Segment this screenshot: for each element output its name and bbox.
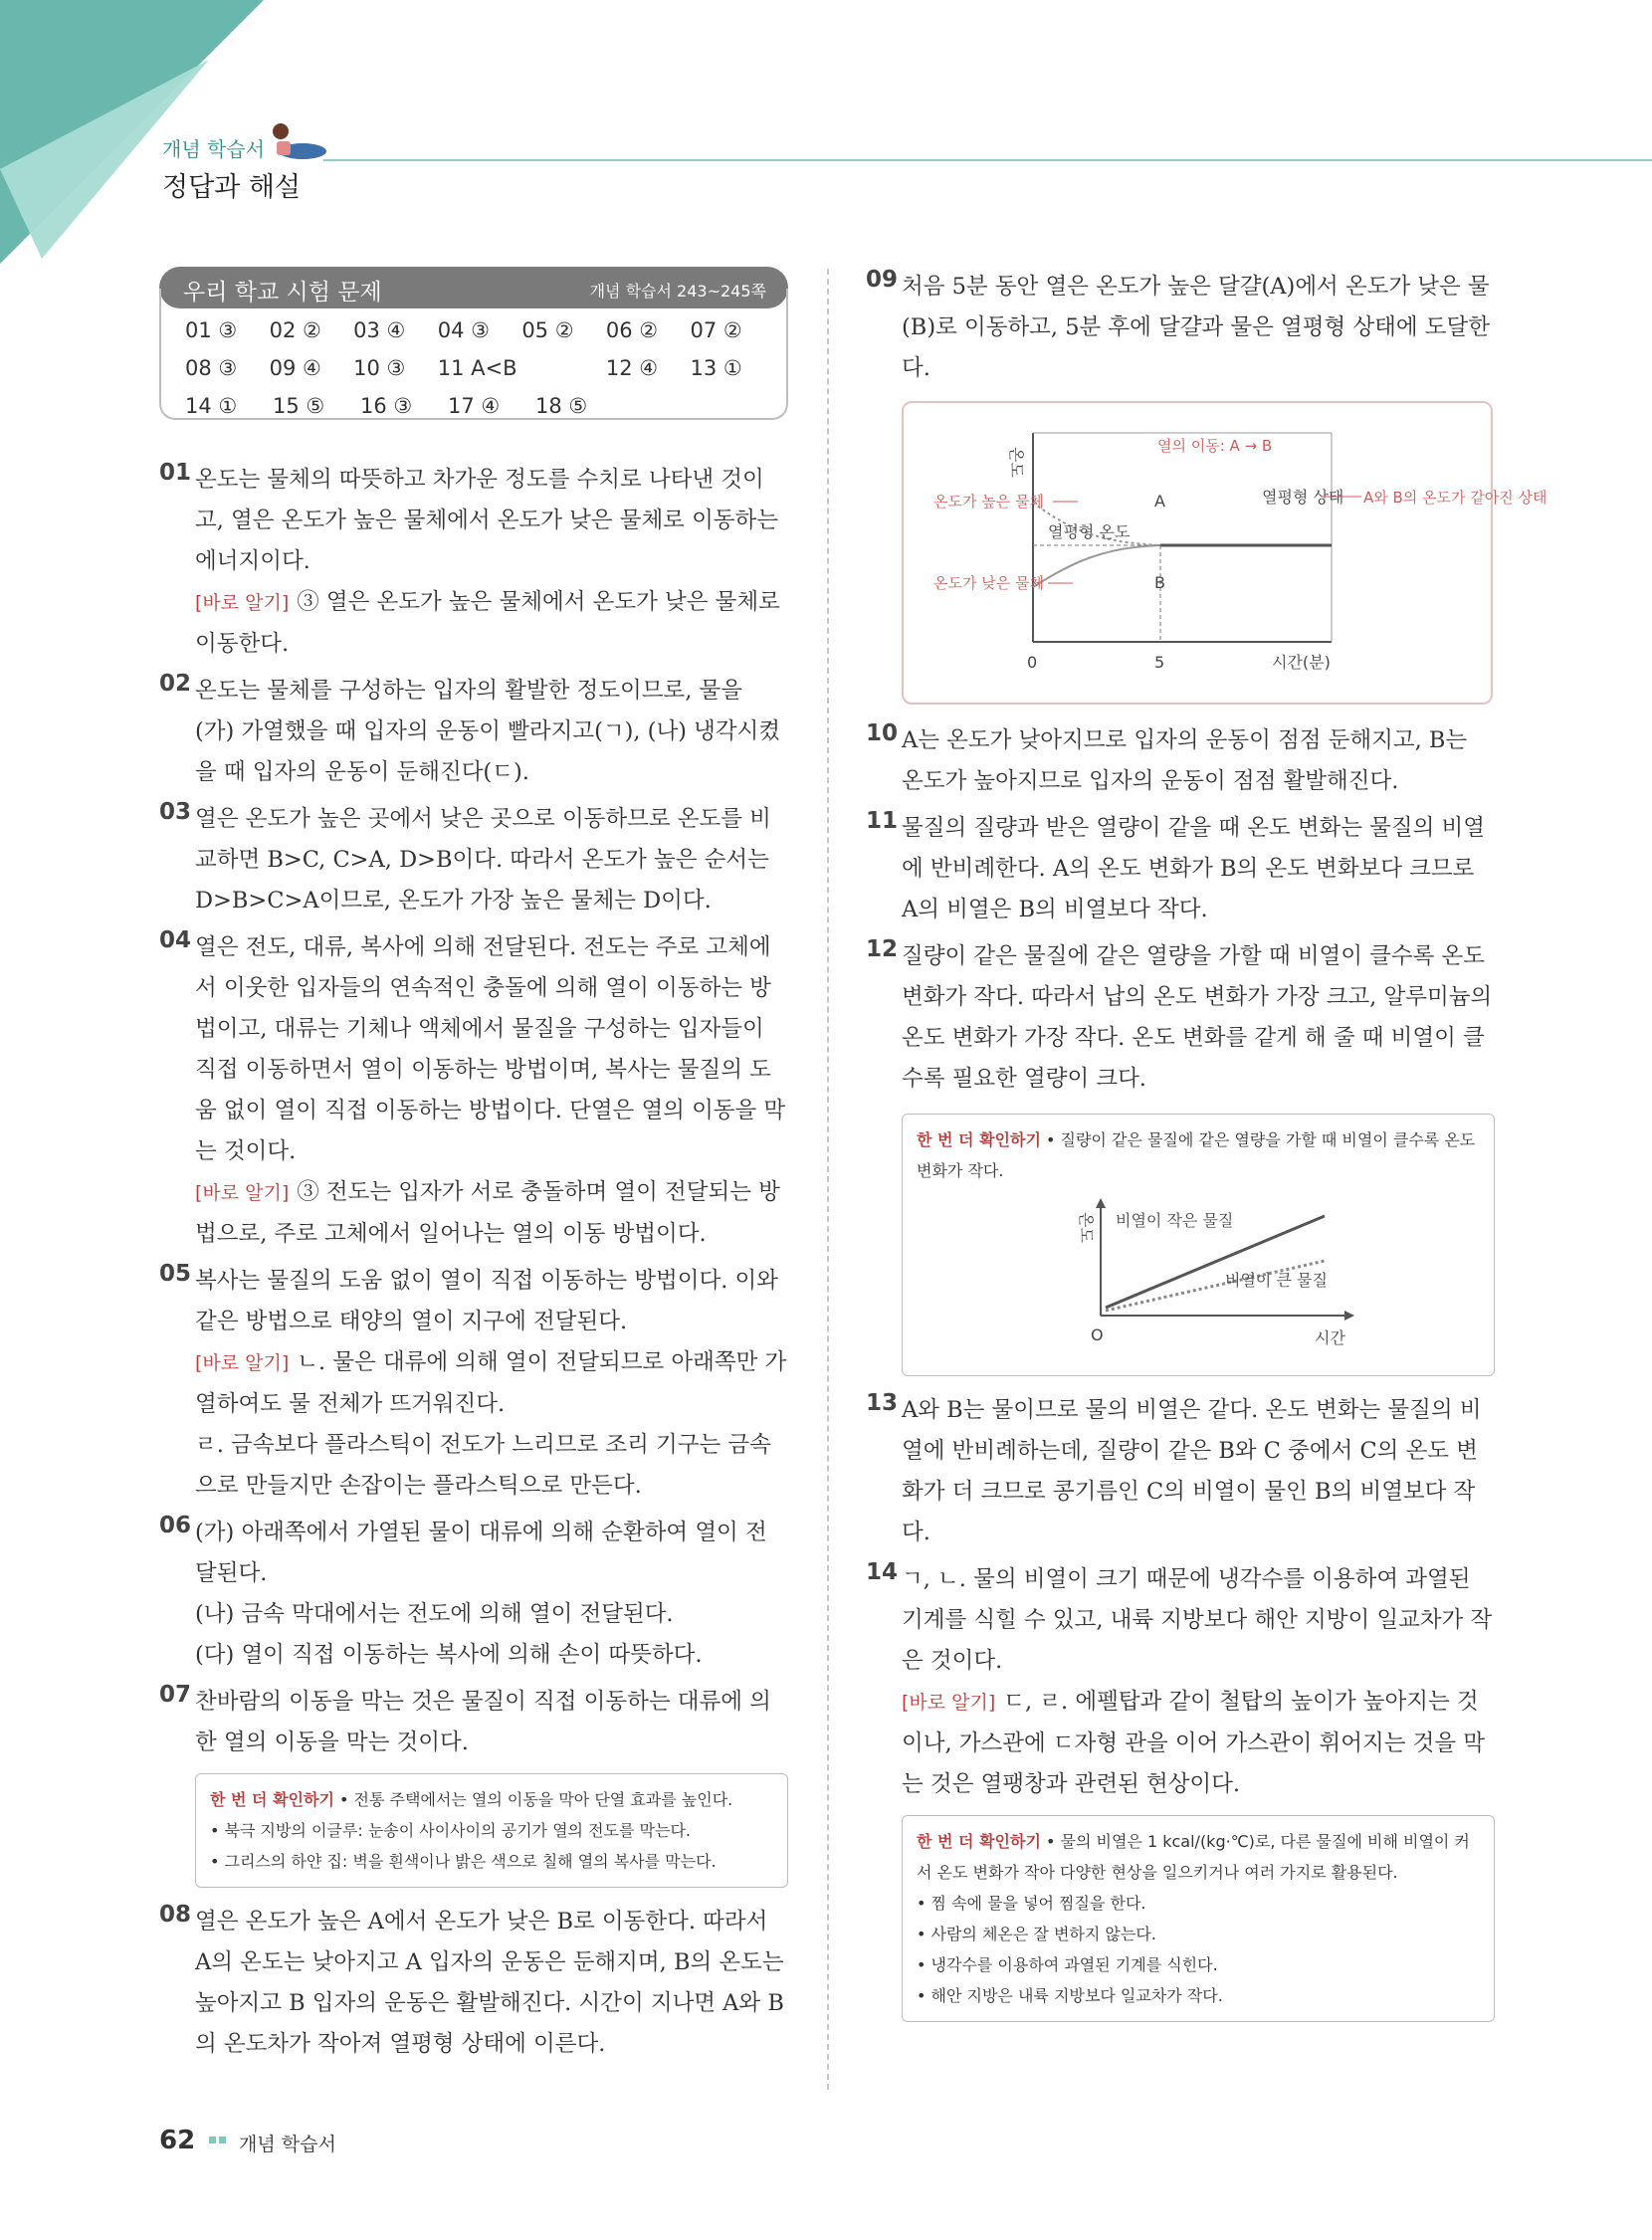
label-b: B	[1154, 573, 1165, 592]
footer-label: 개념 학습서	[239, 2134, 336, 2155]
explanation-text: 질량이 같은 물질에 같은 열량을 가할 때 비열이 클수록 온도 변화가 작다. 따라서 납의 온도 변화가 가장 크고, 알루미늄의 온도 변화가 가장 작다. 온도 변화를 같게 해 줄 때 비열이 클수록 필요한 열량이 크다.	[902, 943, 1493, 1092]
correction-text: ㄹ. 금속보다 플라스틱이 전도가 느리므로 조리 기구는 금속으로 만들지만 손잡이는 플라스틱으로 만든다.	[195, 1432, 771, 1499]
explanation-text: 처음 5분 동안 열은 온도가 높은 달걀(A)에서 온도가 낮은 물(B)로 이동하고, 5분 후에 달걀과 물은 열평형 상태에 도달한다.	[902, 274, 1490, 381]
answer-item: 02 ②	[269, 318, 321, 342]
answer-row	[185, 394, 774, 432]
explanation-11	[866, 808, 1495, 930]
answer-item: 05 ②	[521, 318, 574, 342]
explanation-14	[866, 1559, 1495, 2022]
y-axis-label: 온도	[1007, 447, 1026, 478]
explanation-text: (가) 아래쪽에서 가열된 물이 대류에 의해 순환하여 열이 전달된다.	[195, 1520, 767, 1586]
origin-label: O	[1091, 1325, 1104, 1344]
right-column	[866, 267, 1548, 2028]
label-eq-state: 열평형 상태	[1262, 488, 1344, 507]
answer-item: 07 ②	[690, 318, 742, 342]
specific-heat-graph	[917, 1186, 1474, 1355]
explanation-text: 온도는 물체를 구성하는 입자의 활발한 정도이므로, 물을 (가) 가열했을 때 입자의 운동이 빨라지고(ㄱ), (나) 냉각시켰을 때 입자의 운동이 둔해진다(ㄷ).	[195, 678, 781, 785]
correction-label: [바로 알기]	[195, 1352, 290, 1374]
check-again-box	[902, 1114, 1495, 1376]
footer-bullet	[209, 2137, 216, 2143]
x-tick-5: 5	[1154, 653, 1165, 672]
question-number: 05	[159, 1261, 192, 1287]
answer-key-pages: 개념 학습서 243~245쪽	[589, 282, 766, 301]
answer-key	[159, 289, 788, 420]
question-number: 12	[866, 936, 899, 962]
graph-title: 열의 이동: A → B	[1157, 437, 1273, 455]
answer-item: 09 ④	[269, 356, 321, 380]
label-small-specific-heat: 비열이 작은 물질	[1116, 1211, 1234, 1230]
answer-item: 01 ③	[185, 318, 238, 342]
explanation-text: 열은 온도가 높은 A에서 온도가 낮은 B로 이동한다. 따라서 A의 온도는 낮아지고 A 입자의 운동은 둔해지며, B의 온도는 높아지고 B 입자의 운동은 활발해진다. 시간이 지나면 A와 B의 온도차가 작아져 열평형 상태에 이른다.	[195, 1909, 784, 2057]
answer-item: 12 ④	[605, 356, 659, 380]
check-again-heading: 한 번 더 확인하기	[917, 1832, 1041, 1851]
answer-item: 13 ①	[690, 356, 742, 380]
check-again-box	[195, 1773, 788, 1888]
x-tick-0: 0	[1027, 653, 1038, 672]
thermal-equilibrium-graph	[904, 403, 1548, 702]
answer-item: 04 ③	[437, 318, 490, 342]
correction-text: ③ 전도는 입자가 서로 충돌하며 열이 전달되는 방법으로, 주로 고체에서 일어나는 열의 이동 방법이다.	[195, 1179, 780, 1247]
thermal-equilibrium-figure	[902, 401, 1548, 705]
explanation-05	[159, 1261, 788, 1507]
correction-label: [바로 알기]	[902, 1692, 996, 1714]
explanation-text: (나) 금속 막대에서는 전도에 의해 열이 전달된다.	[195, 1601, 674, 1627]
explanation-12	[866, 936, 1495, 1376]
answer-key-title: 우리 학교 시험 문제	[183, 280, 382, 305]
label-low-temp: 온도가 낮은 물체	[933, 574, 1044, 592]
label-high-temp: 온도가 높은 물체	[933, 493, 1044, 510]
explanation-text: 열은 온도가 높은 곳에서 낮은 곳으로 이동하므로 온도를 비교하면 B>C, C>A, D>B이다. 따라서 온도가 높은 순서는 D>B>C>A이므로, 온도가 가장 높은 물체는 D이다.	[195, 806, 771, 914]
label-eq-note: A와 B의 온도가 같아진 상태	[1363, 489, 1548, 507]
answer-row	[185, 318, 774, 356]
explanation-text: A와 B는 물이므로 물의 비열은 같다. 온도 변화는 물질의 비열에 반비례하는데, 질량이 같은 B와 C 중에서 C의 온도 변화가 더 크므로 콩기름인 C의 비열이 물인 B의 비열보다 작다.	[902, 1397, 1482, 1545]
question-number: 10	[866, 720, 899, 746]
answer-item: 17 ④	[448, 394, 501, 418]
answer-item: 08 ③	[185, 356, 238, 380]
explanation-text: 온도는 물체의 따뜻하고 차가운 정도를 수치로 나타낸 것이고, 열은 온도가 높은 물체에서 온도가 낮은 물체로 이동하는 에너지이다.	[195, 467, 779, 574]
answer-item: 15 ⑤	[273, 394, 325, 418]
explanation-02	[159, 671, 788, 793]
check-again-heading: 한 번 더 확인하기	[917, 1130, 1041, 1149]
correction-text: ③ 열은 온도가 높은 물체에서 온도가 낮은 물체로 이동한다.	[195, 589, 780, 657]
check-again-item: • 북극 지방의 이글루: 눈송이 사이사이의 공기가 열의 전도를 막는다.	[210, 1821, 692, 1840]
answer-item: 03 ④	[353, 318, 406, 342]
correction-text: ㄴ. 물은 대류에 의해 열이 전달되므로 아래쪽만 가열하여도 물 전체가 뜨거워진다.	[195, 1349, 787, 1417]
question-number: 11	[866, 808, 899, 834]
explanation-07	[159, 1682, 788, 1888]
y-axis-label: 온도	[1077, 1212, 1096, 1243]
answer-item: 18 ⑤	[535, 394, 588, 418]
footer-bullet	[219, 2137, 226, 2143]
explanation-text: 찬바람의 이동을 막는 것은 물질이 직접 이동하는 대류에 의한 열의 이동을 막는 것이다.	[195, 1689, 771, 1755]
check-again-text: • 전통 주택에서는 열의 이동을 막아 단열 효과를 높인다.	[339, 1790, 733, 1809]
question-number: 02	[159, 671, 192, 697]
correction-label: [바로 알기]	[195, 1182, 290, 1204]
student-illustration-icon	[267, 121, 328, 161]
question-number: 03	[159, 799, 192, 825]
explanation-text: (다) 열이 직접 이동하는 복사에 의해 손이 따뜻하다.	[195, 1642, 703, 1668]
question-number: 08	[159, 1902, 192, 1928]
question-number: 04	[159, 927, 192, 953]
check-again-heading: 한 번 더 확인하기	[210, 1790, 334, 1809]
explanation-text: 물질의 질량과 받은 열량이 같을 때 온도 변화는 물질의 비열에 반비례한다. A의 온도 변화가 B의 온도 변화보다 크므로 A의 비열은 B의 비열보다 작다.	[902, 815, 1486, 922]
answer-item: 06 ②	[605, 318, 659, 342]
question-number: 13	[866, 1390, 899, 1416]
check-again-text: • 물의 비열은 1 kcal/(kg·℃)로, 다른 물질에 비해 비열이 커서 온도 변화가 작아 다양한 현상을 일으키거나 여러 가지로 활용된다.	[917, 1832, 1470, 1882]
answer-item: 11 A<B	[437, 356, 517, 380]
explanation-10	[866, 720, 1495, 802]
y-axis-arrow	[1096, 1198, 1106, 1208]
check-again-item: • 해안 지방은 내륙 지방보다 일교차가 작다.	[917, 1986, 1223, 2005]
correction-text: ㄷ, ㄹ. 에펠탑과 같이 철탑의 높이가 높아지는 것이나, 가스관에 ㄷ자형 관을 이어 가스관이 휘어지는 것을 막는 것은 열팽창과 관련된 현상이다.	[902, 1689, 1486, 1797]
correction-label: [바로 알기]	[195, 592, 290, 614]
question-number: 01	[159, 460, 192, 486]
question-number: 06	[159, 1513, 192, 1538]
check-again-item: • 냉각수를 이용하여 과열된 기계를 식힌다.	[917, 1955, 1218, 1974]
x-axis-label: 시간(분)	[1272, 653, 1331, 672]
left-column	[159, 267, 788, 2071]
answer-item: 16 ③	[360, 394, 413, 418]
explanation-04	[159, 927, 788, 1255]
label-a: A	[1154, 492, 1165, 510]
column-divider	[827, 269, 829, 2090]
explanation-13	[866, 1390, 1495, 1553]
label-eq-temp: 열평형 온도	[1048, 522, 1131, 541]
check-again-item: • 찜 속에 물을 넣어 찜질을 한다.	[917, 1894, 1146, 1913]
explanation-text: 열은 전도, 대류, 복사에 의해 전달된다. 전도는 주로 고체에서 이웃한 입자들의 연속적인 충돌에 의해 열이 이동하는 방법이고, 대류는 기체나 액체에서 물질을 구성하는 입자들이 직접 이동하면서 열이 이동하는 방법이며, 복사는 물질의 도움 없이 열이 직접 이동하는 방법이다. 단열은 열의 이동을 막는 것이다.	[195, 934, 786, 1164]
explanation-01	[159, 460, 788, 665]
label-large-specific-heat: 비열이 큰 물질	[1225, 1271, 1328, 1290]
explanation-09	[866, 267, 1495, 389]
page-title: 정답과 해설	[162, 172, 301, 203]
x-axis-arrow	[1344, 1311, 1354, 1321]
check-again-item: • 사람의 체온은 잘 변하지 않는다.	[917, 1925, 1156, 1943]
header-rule	[323, 159, 1652, 161]
explanation-03	[159, 799, 788, 921]
question-number: 14	[866, 1559, 899, 1585]
check-again-text: • 질량이 같은 물질에 같은 열량을 가할 때 비열이 클수록 온도 변화가 작다.	[917, 1130, 1476, 1180]
check-again-box	[902, 1815, 1495, 2022]
answer-row	[185, 356, 774, 394]
question-number: 07	[159, 1682, 192, 1708]
explanation-text: A는 온도가 낮아지므로 입자의 운동이 점점 둔해지고, B는 온도가 높아지므로 입자의 운동이 점점 활발해진다.	[902, 727, 1468, 794]
x-axis-label: 시간	[1315, 1328, 1345, 1347]
answer-item: 10 ③	[353, 356, 406, 380]
answer-item: 14 ①	[185, 394, 238, 418]
question-number: 09	[866, 267, 899, 293]
explanation-06	[159, 1513, 788, 1676]
explanation-08	[159, 1902, 788, 2065]
check-again-item: • 그리스의 하얀 집: 벽을 흰색이나 밝은 색으로 칠해 열의 복사를 막는다.	[210, 1852, 717, 1871]
explanation-text: 복사는 물질의 도움 없이 열이 직접 이동하는 방법이다. 이와 같은 방법으로 태양의 열이 지구에 전달된다.	[195, 1268, 779, 1334]
explanation-text: ㄱ, ㄴ. 물의 비열이 크기 때문에 냉각수를 이용하여 과열된 기계를 식힐 수 있고, 내륙 지방보다 해안 지방이 일교차가 작은 것이다.	[902, 1566, 1493, 1674]
header-subtitle: 개념 학습서	[162, 137, 265, 161]
page-number: 62	[159, 2126, 196, 2155]
curve-b	[1033, 545, 1160, 587]
